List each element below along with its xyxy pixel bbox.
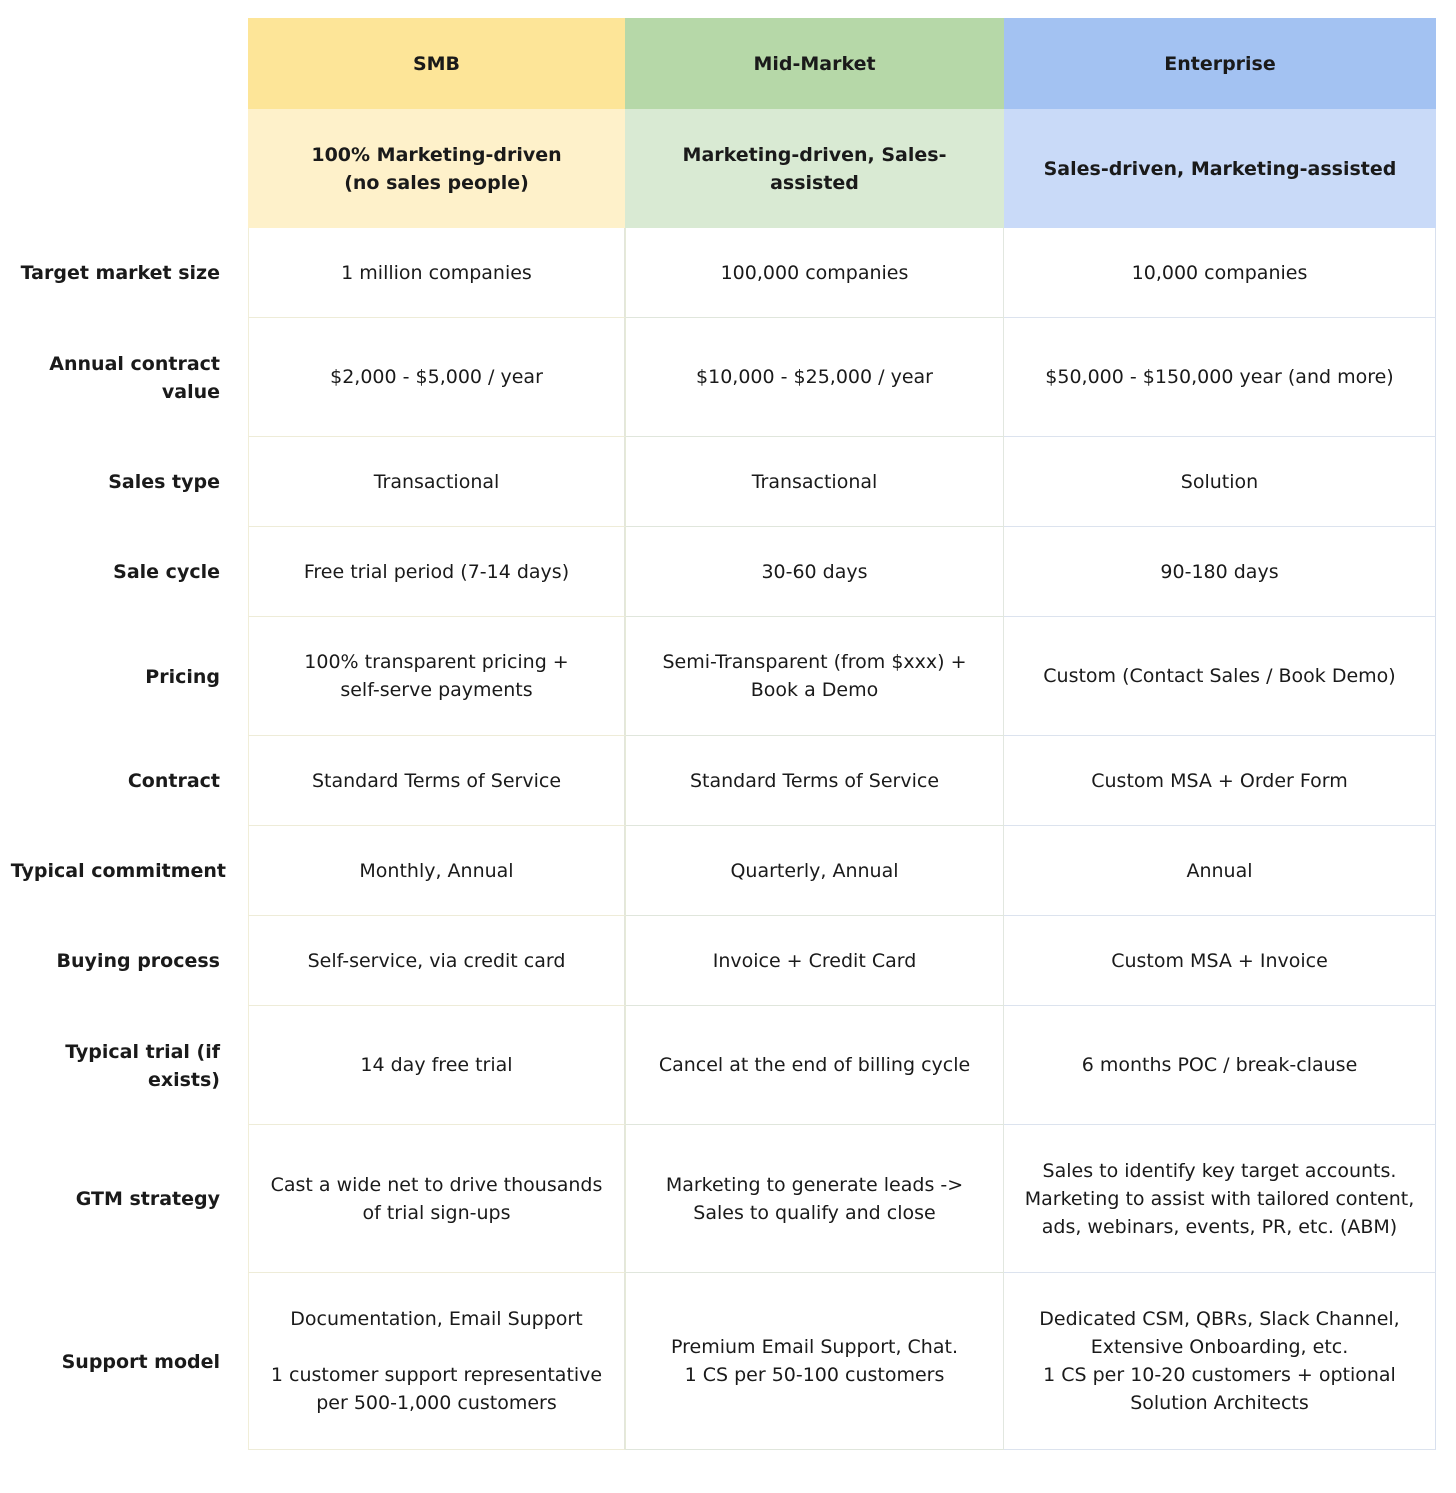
- comparison-table: [0, 18, 1436, 1450]
- header-mid-market: Mid-Market: [625, 18, 1004, 109]
- cell-ent-contract: Custom MSA + Order Form: [1004, 736, 1436, 826]
- row-label-annual-contract-value: Annual contract value: [49, 352, 220, 403]
- cell-ent-target-market-size: 10,000 companies: [1004, 228, 1436, 318]
- cell-mid-typical-trial: Cancel at the end of billing cycle: [625, 1006, 1004, 1125]
- subtitle-smb: 100% Marketing-driven (no sales people): [248, 109, 625, 228]
- cell-mid-annual-contract-value: $10,000 - $25,000 / year: [625, 318, 1004, 437]
- cell-mid-contract: Standard Terms of Service: [625, 736, 1004, 826]
- header-smb: SMB: [248, 18, 625, 109]
- cell-ent-buying-process: Custom MSA + Invoice: [1004, 916, 1436, 1006]
- row-label-typical-commitment: Typical commitment: [10, 860, 226, 882]
- cell-smb-annual-contract-value: $2,000 - $5,000 / year: [248, 318, 625, 437]
- row-label-pricing: Pricing: [145, 665, 220, 688]
- cell-mid-buying-process: Invoice + Credit Card: [625, 916, 1004, 1006]
- cell-smb-support-model: Documentation, Email Support 1 customer support representative per 500-1,000 customers: [248, 1273, 625, 1450]
- cell-mid-support-model: Premium Email Support, Chat. 1 CS per 50-100 customers: [625, 1273, 1004, 1450]
- row-label-target-market-size: Target market size: [20, 262, 220, 284]
- cell-ent-pricing: Custom (Contact Sales / Book Demo): [1004, 617, 1436, 736]
- subtitle-mid-market: Marketing-driven, Sales-assisted: [625, 109, 1004, 228]
- cell-smb-sale-cycle: Free trial period (7-14 days): [248, 527, 625, 617]
- cell-mid-typical-commitment: Quarterly, Annual: [625, 826, 1004, 916]
- row-label-typical-trial: Typical trial (if exists): [65, 1040, 220, 1091]
- cell-smb-buying-process: Self-service, via credit card: [248, 916, 625, 1006]
- cell-ent-sales-type: Solution: [1004, 437, 1436, 527]
- subtitle-blank: [0, 109, 248, 228]
- cell-ent-typical-commitment: Annual: [1004, 826, 1436, 916]
- row-label-sales-type: Sales type: [108, 471, 220, 493]
- cell-smb-pricing: 100% transparent pricing + self-serve payments: [248, 617, 625, 736]
- cell-ent-support-model: Dedicated CSM, QBRs, Slack Channel, Extensive Onboarding, etc. 1 CS per 10-20 customers + optional Solution Architects: [1004, 1273, 1436, 1450]
- header-enterprise: Enterprise: [1004, 18, 1436, 109]
- cell-mid-sale-cycle: 30-60 days: [625, 527, 1004, 617]
- cell-smb-target-market-size: 1 million companies: [248, 228, 625, 318]
- cell-smb-typical-trial: 14 day free trial: [248, 1006, 625, 1125]
- row-label-support-model: Support model: [61, 1350, 220, 1373]
- row-label-contract: Contract: [127, 770, 220, 792]
- corner-blank: [0, 18, 248, 109]
- cell-ent-sale-cycle: 90-180 days: [1004, 527, 1436, 617]
- cell-ent-annual-contract-value: $50,000 - $150,000 year (and more): [1004, 318, 1436, 437]
- cell-smb-contract: Standard Terms of Service: [248, 736, 625, 826]
- row-label-gtm-strategy: GTM strategy: [75, 1188, 220, 1210]
- cell-smb-typical-commitment: Monthly, Annual: [248, 826, 625, 916]
- cell-mid-pricing: Semi-Transparent (from $xxx) + Book a Demo: [625, 617, 1004, 736]
- cell-ent-typical-trial: 6 months POC / break-clause: [1004, 1006, 1436, 1125]
- row-label-buying-process: Buying process: [56, 950, 220, 972]
- cell-smb-gtm-strategy: Cast a wide net to drive thousands of trial sign-ups: [248, 1125, 625, 1273]
- cell-mid-gtm-strategy: Marketing to generate leads -> Sales to qualify and close: [625, 1125, 1004, 1273]
- row-label-sale-cycle: Sale cycle: [113, 561, 220, 583]
- subtitle-enterprise: Sales-driven, Marketing-assisted: [1004, 109, 1436, 228]
- cell-smb-sales-type: Transactional: [248, 437, 625, 527]
- cell-ent-gtm-strategy: Sales to identify key target accounts. Marketing to assist with tailored content, ads, webinars, events, PR, etc. (ABM): [1004, 1125, 1436, 1273]
- cell-mid-sales-type: Transactional: [625, 437, 1004, 527]
- cell-mid-target-market-size: 100,000 companies: [625, 228, 1004, 318]
